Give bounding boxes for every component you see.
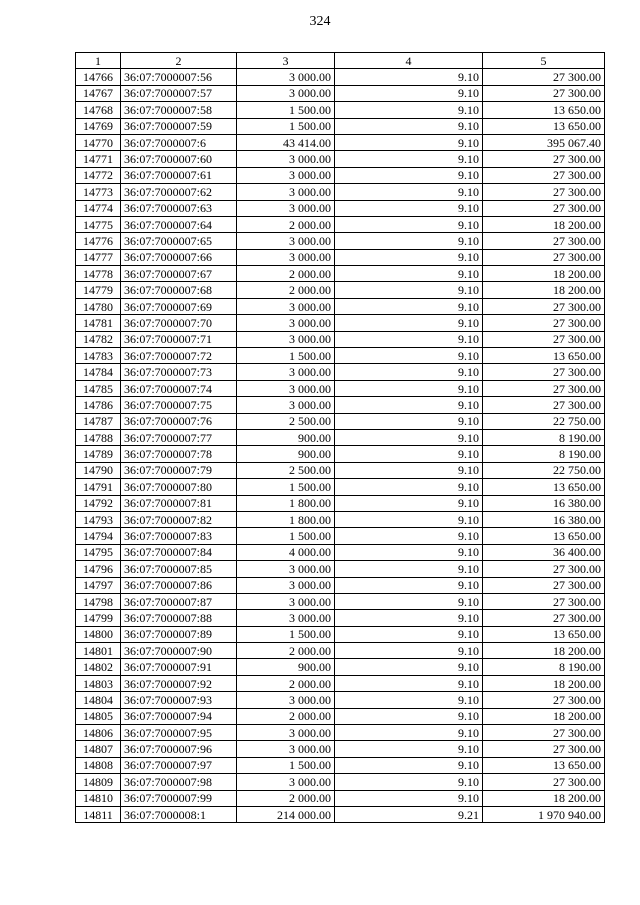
cadastral-number-cell: 36:07:7000007:82: [121, 511, 237, 527]
area-cell: 1 500.00: [237, 118, 335, 134]
row-number-cell: 14803: [76, 675, 121, 691]
table-row: [76, 380, 605, 396]
table-row: [76, 544, 605, 560]
table-row: [76, 708, 605, 724]
table-row: [76, 725, 605, 741]
value-cell: 22 750.00: [483, 413, 605, 429]
table-row: [76, 282, 605, 298]
value-cell: 27 300.00: [483, 593, 605, 609]
rate-cell: 9.10: [335, 216, 483, 232]
table-row: [76, 298, 605, 314]
rate-cell: 9.10: [335, 544, 483, 560]
cadastral-number-cell: 36:07:7000007:89: [121, 626, 237, 642]
table-row: [76, 692, 605, 708]
table-row: [76, 331, 605, 347]
area-cell: 1 500.00: [237, 528, 335, 544]
rate-cell: 9.10: [335, 429, 483, 445]
rate-cell: 9.10: [335, 790, 483, 806]
table-row: [76, 315, 605, 331]
rate-cell: 9.10: [335, 184, 483, 200]
row-number-cell: 14790: [76, 462, 121, 478]
rate-cell: 9.10: [335, 561, 483, 577]
area-cell: 2 000.00: [237, 708, 335, 724]
table-row: [76, 151, 605, 167]
value-cell: 13 650.00: [483, 757, 605, 773]
table-row: [76, 462, 605, 478]
rate-cell: 9.10: [335, 413, 483, 429]
row-number-cell: 14800: [76, 626, 121, 642]
cadastral-number-cell: 36:07:7000007:83: [121, 528, 237, 544]
value-cell: 18 200.00: [483, 675, 605, 691]
value-cell: 13 650.00: [483, 479, 605, 495]
row-number-cell: 14791: [76, 479, 121, 495]
value-cell: 395 067.40: [483, 134, 605, 150]
cadastral-number-cell: 36:07:7000007:84: [121, 544, 237, 560]
value-cell: 27 300.00: [483, 69, 605, 85]
area-cell: 3 000.00: [237, 69, 335, 85]
rate-cell: 9.10: [335, 266, 483, 282]
value-cell: 27 300.00: [483, 364, 605, 380]
table-row: [76, 348, 605, 364]
rate-cell: 9.10: [335, 462, 483, 478]
cadastral-number-cell: 36:07:7000007:80: [121, 479, 237, 495]
area-cell: 3 000.00: [237, 364, 335, 380]
value-cell: 13 650.00: [483, 118, 605, 134]
page-number: 324: [309, 14, 331, 29]
row-number-cell: 14782: [76, 331, 121, 347]
area-cell: 1 800.00: [237, 511, 335, 527]
row-number-cell: 14783: [76, 348, 121, 364]
area-cell: 900.00: [237, 446, 335, 462]
cadastral-number-cell: 36:07:7000007:96: [121, 741, 237, 757]
rate-cell: 9.10: [335, 757, 483, 773]
rate-cell: 9.10: [335, 151, 483, 167]
rate-cell: 9.10: [335, 102, 483, 118]
rate-cell: 9.10: [335, 610, 483, 626]
row-number-cell: 14807: [76, 741, 121, 757]
value-cell: 27 300.00: [483, 151, 605, 167]
row-number-cell: 14781: [76, 315, 121, 331]
cadastral-number-cell: 36:07:7000007:66: [121, 249, 237, 265]
cadastral-number-cell: 36:07:7000007:74: [121, 380, 237, 396]
table-row: [76, 659, 605, 675]
value-cell: 27 300.00: [483, 184, 605, 200]
value-cell: 27 300.00: [483, 331, 605, 347]
area-cell: 2 000.00: [237, 266, 335, 282]
cadastral-number-cell: 36:07:7000007:61: [121, 167, 237, 183]
row-number-cell: 14804: [76, 692, 121, 708]
area-cell: 2 000.00: [237, 643, 335, 659]
row-number-cell: 14772: [76, 167, 121, 183]
row-number-cell: 14774: [76, 200, 121, 216]
area-cell: 3 000.00: [237, 741, 335, 757]
rate-cell: 9.10: [335, 200, 483, 216]
rate-cell: 9.10: [335, 397, 483, 413]
cadastral-number-cell: 36:07:7000008:1: [121, 806, 237, 822]
table-row: [76, 216, 605, 232]
value-cell: 16 380.00: [483, 511, 605, 527]
column-header-2: 2: [121, 53, 237, 69]
value-cell: 27 300.00: [483, 561, 605, 577]
area-cell: 1 800.00: [237, 495, 335, 511]
area-cell: 3 000.00: [237, 397, 335, 413]
area-cell: 900.00: [237, 429, 335, 445]
cadastral-number-cell: 36:07:7000007:76: [121, 413, 237, 429]
rate-cell: 9.10: [335, 741, 483, 757]
value-cell: 18 200.00: [483, 643, 605, 659]
cadastral-number-cell: 36:07:7000007:59: [121, 118, 237, 134]
cadastral-number-cell: 36:07:7000007:75: [121, 397, 237, 413]
value-cell: 27 300.00: [483, 167, 605, 183]
row-number-cell: 14809: [76, 774, 121, 790]
row-number-cell: 14768: [76, 102, 121, 118]
table-row: [76, 102, 605, 118]
area-cell: 3 000.00: [237, 85, 335, 101]
cadastral-number-cell: 36:07:7000007:57: [121, 85, 237, 101]
row-number-cell: 14786: [76, 397, 121, 413]
area-cell: 3 000.00: [237, 561, 335, 577]
rate-cell: 9.10: [335, 85, 483, 101]
rate-cell: 9.10: [335, 249, 483, 265]
value-cell: 18 200.00: [483, 790, 605, 806]
table-row: [76, 528, 605, 544]
area-cell: 2 000.00: [237, 790, 335, 806]
row-number-cell: 14792: [76, 495, 121, 511]
cadastral-number-cell: 36:07:7000007:62: [121, 184, 237, 200]
value-cell: 22 750.00: [483, 462, 605, 478]
rate-cell: 9.10: [335, 315, 483, 331]
cadastral-number-cell: 36:07:7000007:71: [121, 331, 237, 347]
cadastral-number-cell: 36:07:7000007:73: [121, 364, 237, 380]
table-row: [76, 479, 605, 495]
area-cell: 3 000.00: [237, 774, 335, 790]
rate-cell: 9.21: [335, 806, 483, 822]
area-cell: 3 000.00: [237, 692, 335, 708]
value-cell: 27 300.00: [483, 577, 605, 593]
value-cell: 27 300.00: [483, 741, 605, 757]
cadastral-number-cell: 36:07:7000007:91: [121, 659, 237, 675]
area-cell: 2 000.00: [237, 216, 335, 232]
table-row: [76, 134, 605, 150]
table-row: [76, 675, 605, 691]
column-header-3: 3: [237, 53, 335, 69]
row-number-cell: 14806: [76, 725, 121, 741]
cadastral-number-cell: 36:07:7000007:64: [121, 216, 237, 232]
area-cell: 3 000.00: [237, 184, 335, 200]
table-row: [76, 397, 605, 413]
table-row: [76, 561, 605, 577]
cadastral-number-cell: 36:07:7000007:70: [121, 315, 237, 331]
rate-cell: 9.10: [335, 725, 483, 741]
cadastral-number-cell: 36:07:7000007:68: [121, 282, 237, 298]
area-cell: 3 000.00: [237, 233, 335, 249]
area-cell: 1 500.00: [237, 102, 335, 118]
value-cell: 8 190.00: [483, 659, 605, 675]
rate-cell: 9.10: [335, 364, 483, 380]
table-row: [76, 757, 605, 773]
area-cell: 3 000.00: [237, 577, 335, 593]
row-number-cell: 14801: [76, 643, 121, 659]
row-number-cell: 14776: [76, 233, 121, 249]
value-cell: 27 300.00: [483, 200, 605, 216]
rate-cell: 9.10: [335, 380, 483, 396]
rate-cell: 9.10: [335, 528, 483, 544]
table-row: [76, 626, 605, 642]
rate-cell: 9.10: [335, 626, 483, 642]
cadastral-number-cell: 36:07:7000007:90: [121, 643, 237, 659]
rate-cell: 9.10: [335, 479, 483, 495]
area-cell: 3 000.00: [237, 315, 335, 331]
cadastral-number-cell: 36:07:7000007:93: [121, 692, 237, 708]
cadastral-number-cell: 36:07:7000007:77: [121, 429, 237, 445]
value-cell: 18 200.00: [483, 708, 605, 724]
rate-cell: 9.10: [335, 331, 483, 347]
cadastral-number-cell: 36:07:7000007:95: [121, 725, 237, 741]
row-number-cell: 14779: [76, 282, 121, 298]
table-row: [76, 790, 605, 806]
row-number-cell: 14770: [76, 134, 121, 150]
row-number-cell: 14766: [76, 69, 121, 85]
area-cell: 214 000.00: [237, 806, 335, 822]
row-number-cell: 14788: [76, 429, 121, 445]
cadastral-number-cell: 36:07:7000007:72: [121, 348, 237, 364]
value-cell: 18 200.00: [483, 282, 605, 298]
cadastral-number-cell: 36:07:7000007:94: [121, 708, 237, 724]
header-row: [76, 53, 605, 69]
value-cell: 8 190.00: [483, 446, 605, 462]
cadastral-number-cell: 36:07:7000007:87: [121, 593, 237, 609]
cadastral-number-cell: 36:07:7000007:6: [121, 134, 237, 150]
cadastral-number-cell: 36:07:7000007:81: [121, 495, 237, 511]
value-cell: 27 300.00: [483, 725, 605, 741]
value-cell: 8 190.00: [483, 429, 605, 445]
value-cell: 18 200.00: [483, 216, 605, 232]
table-row: [76, 446, 605, 462]
area-cell: 2 000.00: [237, 675, 335, 691]
cadastral-number-cell: 36:07:7000007:65: [121, 233, 237, 249]
table-row: [76, 806, 605, 822]
column-header-5: 5: [483, 53, 605, 69]
row-number-cell: 14799: [76, 610, 121, 626]
rate-cell: 9.10: [335, 659, 483, 675]
area-cell: 3 000.00: [237, 725, 335, 741]
row-number-cell: 14795: [76, 544, 121, 560]
table-row: [76, 495, 605, 511]
cadastral-number-cell: 36:07:7000007:97: [121, 757, 237, 773]
row-number-cell: 14778: [76, 266, 121, 282]
area-cell: 1 500.00: [237, 479, 335, 495]
table-row: [76, 429, 605, 445]
cadastral-number-cell: 36:07:7000007:60: [121, 151, 237, 167]
cadastral-number-cell: 36:07:7000007:58: [121, 102, 237, 118]
table-row: [76, 233, 605, 249]
rate-cell: 9.10: [335, 675, 483, 691]
rate-cell: 9.10: [335, 233, 483, 249]
area-cell: 3 000.00: [237, 151, 335, 167]
cadastral-number-cell: 36:07:7000007:99: [121, 790, 237, 806]
row-number-cell: 14767: [76, 85, 121, 101]
value-cell: 13 650.00: [483, 626, 605, 642]
rate-cell: 9.10: [335, 134, 483, 150]
area-cell: 2 500.00: [237, 413, 335, 429]
row-number-cell: 14802: [76, 659, 121, 675]
row-number-cell: 14780: [76, 298, 121, 314]
cadastral-number-cell: 36:07:7000007:92: [121, 675, 237, 691]
table-row: [76, 741, 605, 757]
area-cell: 900.00: [237, 659, 335, 675]
row-number-cell: 14784: [76, 364, 121, 380]
table-row: [76, 577, 605, 593]
value-cell: 36 400.00: [483, 544, 605, 560]
rate-cell: 9.10: [335, 774, 483, 790]
row-number-cell: 14797: [76, 577, 121, 593]
rate-cell: 9.10: [335, 593, 483, 609]
row-number-cell: 14805: [76, 708, 121, 724]
row-number-cell: 14796: [76, 561, 121, 577]
table-row: [76, 167, 605, 183]
rate-cell: 9.10: [335, 348, 483, 364]
rate-cell: 9.10: [335, 282, 483, 298]
row-number-cell: 14808: [76, 757, 121, 773]
table-row: [76, 511, 605, 527]
area-cell: 3 000.00: [237, 593, 335, 609]
rate-cell: 9.10: [335, 298, 483, 314]
table-row: [76, 643, 605, 659]
value-cell: 27 300.00: [483, 380, 605, 396]
rate-cell: 9.10: [335, 511, 483, 527]
rate-cell: 9.10: [335, 118, 483, 134]
value-cell: 13 650.00: [483, 102, 605, 118]
row-number-cell: 14794: [76, 528, 121, 544]
rate-cell: 9.10: [335, 708, 483, 724]
area-cell: 2 000.00: [237, 282, 335, 298]
area-cell: 3 000.00: [237, 167, 335, 183]
area-cell: 3 000.00: [237, 249, 335, 265]
rate-cell: 9.10: [335, 495, 483, 511]
value-cell: 16 380.00: [483, 495, 605, 511]
cadastral-number-cell: 36:07:7000007:69: [121, 298, 237, 314]
area-cell: 1 500.00: [237, 348, 335, 364]
cadastral-number-cell: 36:07:7000007:56: [121, 69, 237, 85]
row-number-cell: 14773: [76, 184, 121, 200]
row-number-cell: 14769: [76, 118, 121, 134]
value-cell: 27 300.00: [483, 85, 605, 101]
cadastral-number-cell: 36:07:7000007:78: [121, 446, 237, 462]
cadastral-number-cell: 36:07:7000007:63: [121, 200, 237, 216]
column-header-1: 1: [76, 53, 121, 69]
value-cell: 27 300.00: [483, 233, 605, 249]
area-cell: 3 000.00: [237, 200, 335, 216]
table-row: [76, 774, 605, 790]
area-cell: 3 000.00: [237, 380, 335, 396]
row-number-cell: 14777: [76, 249, 121, 265]
rate-cell: 9.10: [335, 167, 483, 183]
cadastral-number-cell: 36:07:7000007:86: [121, 577, 237, 593]
table-row: [76, 610, 605, 626]
row-number-cell: 14789: [76, 446, 121, 462]
rate-cell: 9.10: [335, 692, 483, 708]
table-row: [76, 266, 605, 282]
table-body: [76, 69, 605, 823]
area-cell: 2 500.00: [237, 462, 335, 478]
value-cell: 27 300.00: [483, 692, 605, 708]
row-number-cell: 14811: [76, 806, 121, 822]
value-cell: 27 300.00: [483, 774, 605, 790]
value-cell: 27 300.00: [483, 249, 605, 265]
value-cell: 1 970 940.00: [483, 806, 605, 822]
table-row: [76, 249, 605, 265]
column-header-4: 4: [335, 53, 483, 69]
row-number-cell: 14793: [76, 511, 121, 527]
table-row: [76, 200, 605, 216]
value-cell: 27 300.00: [483, 610, 605, 626]
table-row: [76, 593, 605, 609]
table-row: [76, 184, 605, 200]
area-cell: 3 000.00: [237, 298, 335, 314]
cadastral-number-cell: 36:07:7000007:85: [121, 561, 237, 577]
row-number-cell: 14771: [76, 151, 121, 167]
row-number-cell: 14785: [76, 380, 121, 396]
value-cell: 27 300.00: [483, 397, 605, 413]
area-cell: 1 500.00: [237, 626, 335, 642]
parcel-table: [75, 52, 605, 823]
rate-cell: 9.10: [335, 643, 483, 659]
row-number-cell: 14775: [76, 216, 121, 232]
rate-cell: 9.10: [335, 446, 483, 462]
row-number-cell: 14810: [76, 790, 121, 806]
cadastral-number-cell: 36:07:7000007:88: [121, 610, 237, 626]
value-cell: 18 200.00: [483, 266, 605, 282]
table-row: [76, 69, 605, 85]
value-cell: 27 300.00: [483, 298, 605, 314]
value-cell: 27 300.00: [483, 315, 605, 331]
rate-cell: 9.10: [335, 577, 483, 593]
table-row: [76, 364, 605, 380]
area-cell: 3 000.00: [237, 610, 335, 626]
cadastral-number-cell: 36:07:7000007:98: [121, 774, 237, 790]
cadastral-number-cell: 36:07:7000007:67: [121, 266, 237, 282]
table-row: [76, 118, 605, 134]
area-cell: 1 500.00: [237, 757, 335, 773]
row-number-cell: 14787: [76, 413, 121, 429]
area-cell: 4 000.00: [237, 544, 335, 560]
rate-cell: 9.10: [335, 69, 483, 85]
row-number-cell: 14798: [76, 593, 121, 609]
table-row: [76, 85, 605, 101]
table-row: [76, 413, 605, 429]
value-cell: 13 650.00: [483, 528, 605, 544]
area-cell: 3 000.00: [237, 331, 335, 347]
value-cell: 13 650.00: [483, 348, 605, 364]
area-cell: 43 414.00: [237, 134, 335, 150]
cadastral-number-cell: 36:07:7000007:79: [121, 462, 237, 478]
